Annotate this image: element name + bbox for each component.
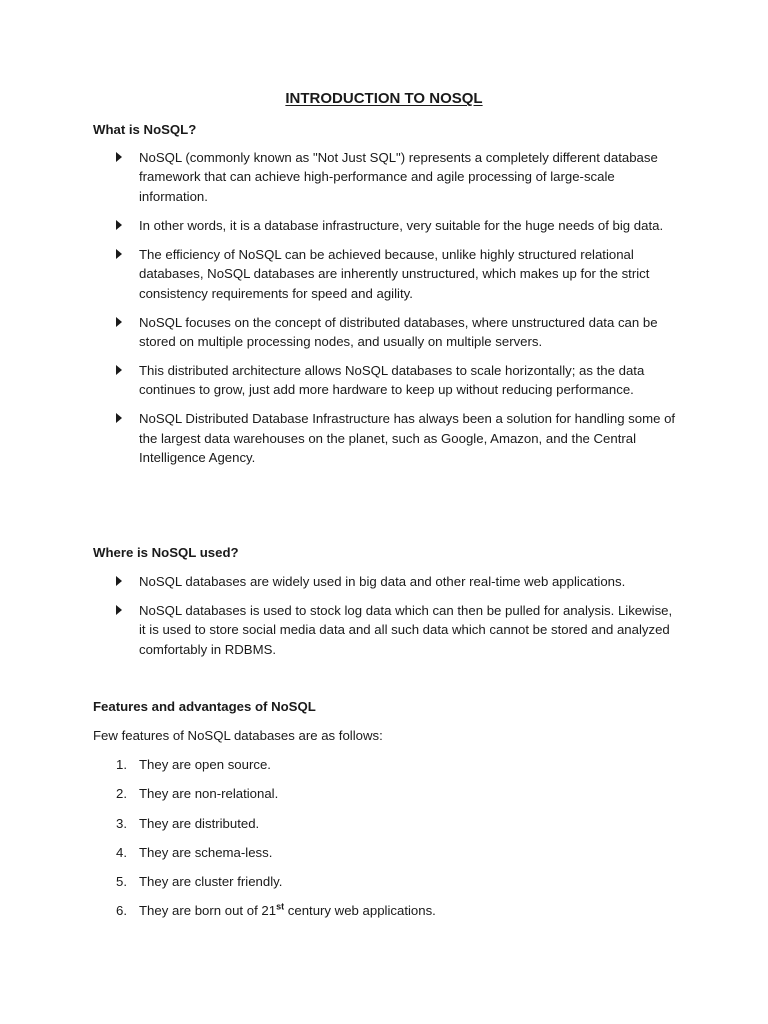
bullet-arrow-icon — [116, 249, 122, 259]
what-is-nosql-bullet-list — [0, 148, 768, 468]
list-item — [0, 361, 679, 400]
list-item — [0, 601, 679, 659]
list-item — [0, 872, 768, 901]
list-item — [0, 245, 679, 303]
list-item — [0, 216, 679, 235]
bullet-arrow-icon — [116, 413, 122, 423]
list-item-text: They are distributed. — [139, 815, 260, 831]
list-item-number: 2. — [116, 786, 127, 802]
list-item-text-before: They are born out of 21 — [139, 903, 277, 919]
list-item-text — [139, 901, 436, 920]
list-item-text: They are schema-less. — [139, 844, 273, 860]
bullet-arrow-icon — [116, 152, 122, 162]
bullet-arrow-icon — [116, 605, 122, 615]
bullet-text: NoSQL Distributed Database Infrastructure has always been a solution for handling some of the largest data warehouses on the planet, such as Google, Amazon, and the Central Intelligence Agency. — [139, 411, 676, 466]
list-item-text-after: century web applications. — [284, 903, 436, 919]
section-heading-what-is-nosql: What is NoSQL? — [93, 122, 197, 137]
bullet-arrow-icon — [116, 220, 122, 230]
list-item — [0, 901, 768, 930]
bullet-text: NoSQL (commonly known as "Not Just SQL") represents a completely different database framework that can achieve high-performance and agile processing of large-scale information. — [139, 150, 658, 204]
list-item-number: 6. — [116, 903, 127, 919]
bullet-text: NoSQL databases is used to stock log data which can then be pulled for analysis. Likewise, it is used to store social media data and all such data which cannot be stored and analyzed comfortably in RDBMS. — [139, 603, 673, 657]
bullet-arrow-icon — [116, 576, 122, 586]
where-is-nosql-used-bullet-list — [0, 572, 768, 659]
bullet-arrow-icon — [116, 317, 122, 327]
superscript-ordinal: st — [276, 902, 285, 913]
bullet-text: NoSQL focuses on the concept of distributed databases, where unstructured data can be stored on multiple processing nodes, and usually on multiple servers. — [139, 314, 658, 350]
section-heading-where-is-nosql-used: Where is NoSQL used? — [93, 545, 239, 560]
bullet-arrow-icon — [116, 365, 122, 375]
list-item — [0, 409, 679, 467]
list-item — [0, 784, 768, 813]
list-item-number: 4. — [116, 844, 127, 860]
list-item-number: 3. — [116, 815, 127, 831]
list-item-text: They are open source. — [139, 757, 271, 772]
list-item — [0, 148, 679, 206]
list-item — [0, 814, 768, 843]
features-intro-text: Few features of NoSQL databases are as follows: — [93, 728, 383, 743]
list-item-number: 1. — [116, 757, 127, 772]
list-item-number: 5. — [116, 874, 127, 890]
list-item — [0, 755, 768, 784]
section-heading-features: Features and advantages of NoSQL — [93, 699, 316, 714]
list-item-text: They are non-relational. — [139, 786, 279, 802]
list-item-text: They are cluster friendly. — [139, 874, 283, 890]
list-item — [0, 313, 679, 352]
bullet-text: NoSQL databases are widely used in big data and other real-time web applications. — [139, 574, 626, 589]
features-numbered-list — [0, 755, 768, 931]
bullet-text: This distributed architecture allows NoSQL databases to scale horizontally; as the data continues to grow, just add more hardware to keep up without reducing performance. — [139, 363, 645, 398]
list-item — [0, 572, 679, 591]
bullet-text: In other words, it is a database infrastructure, very suitable for the huge needs of big data. — [139, 217, 664, 233]
document-title: INTRODUCTION TO NOSQL — [285, 90, 483, 107]
list-item — [0, 843, 768, 872]
bullet-text: The efficiency of NoSQL can be achieved because, unlike highly structured relational databases, NoSQL databases are inherently unstructured, which makes up for the strict consistency requirements for speed and agility. — [139, 246, 650, 301]
